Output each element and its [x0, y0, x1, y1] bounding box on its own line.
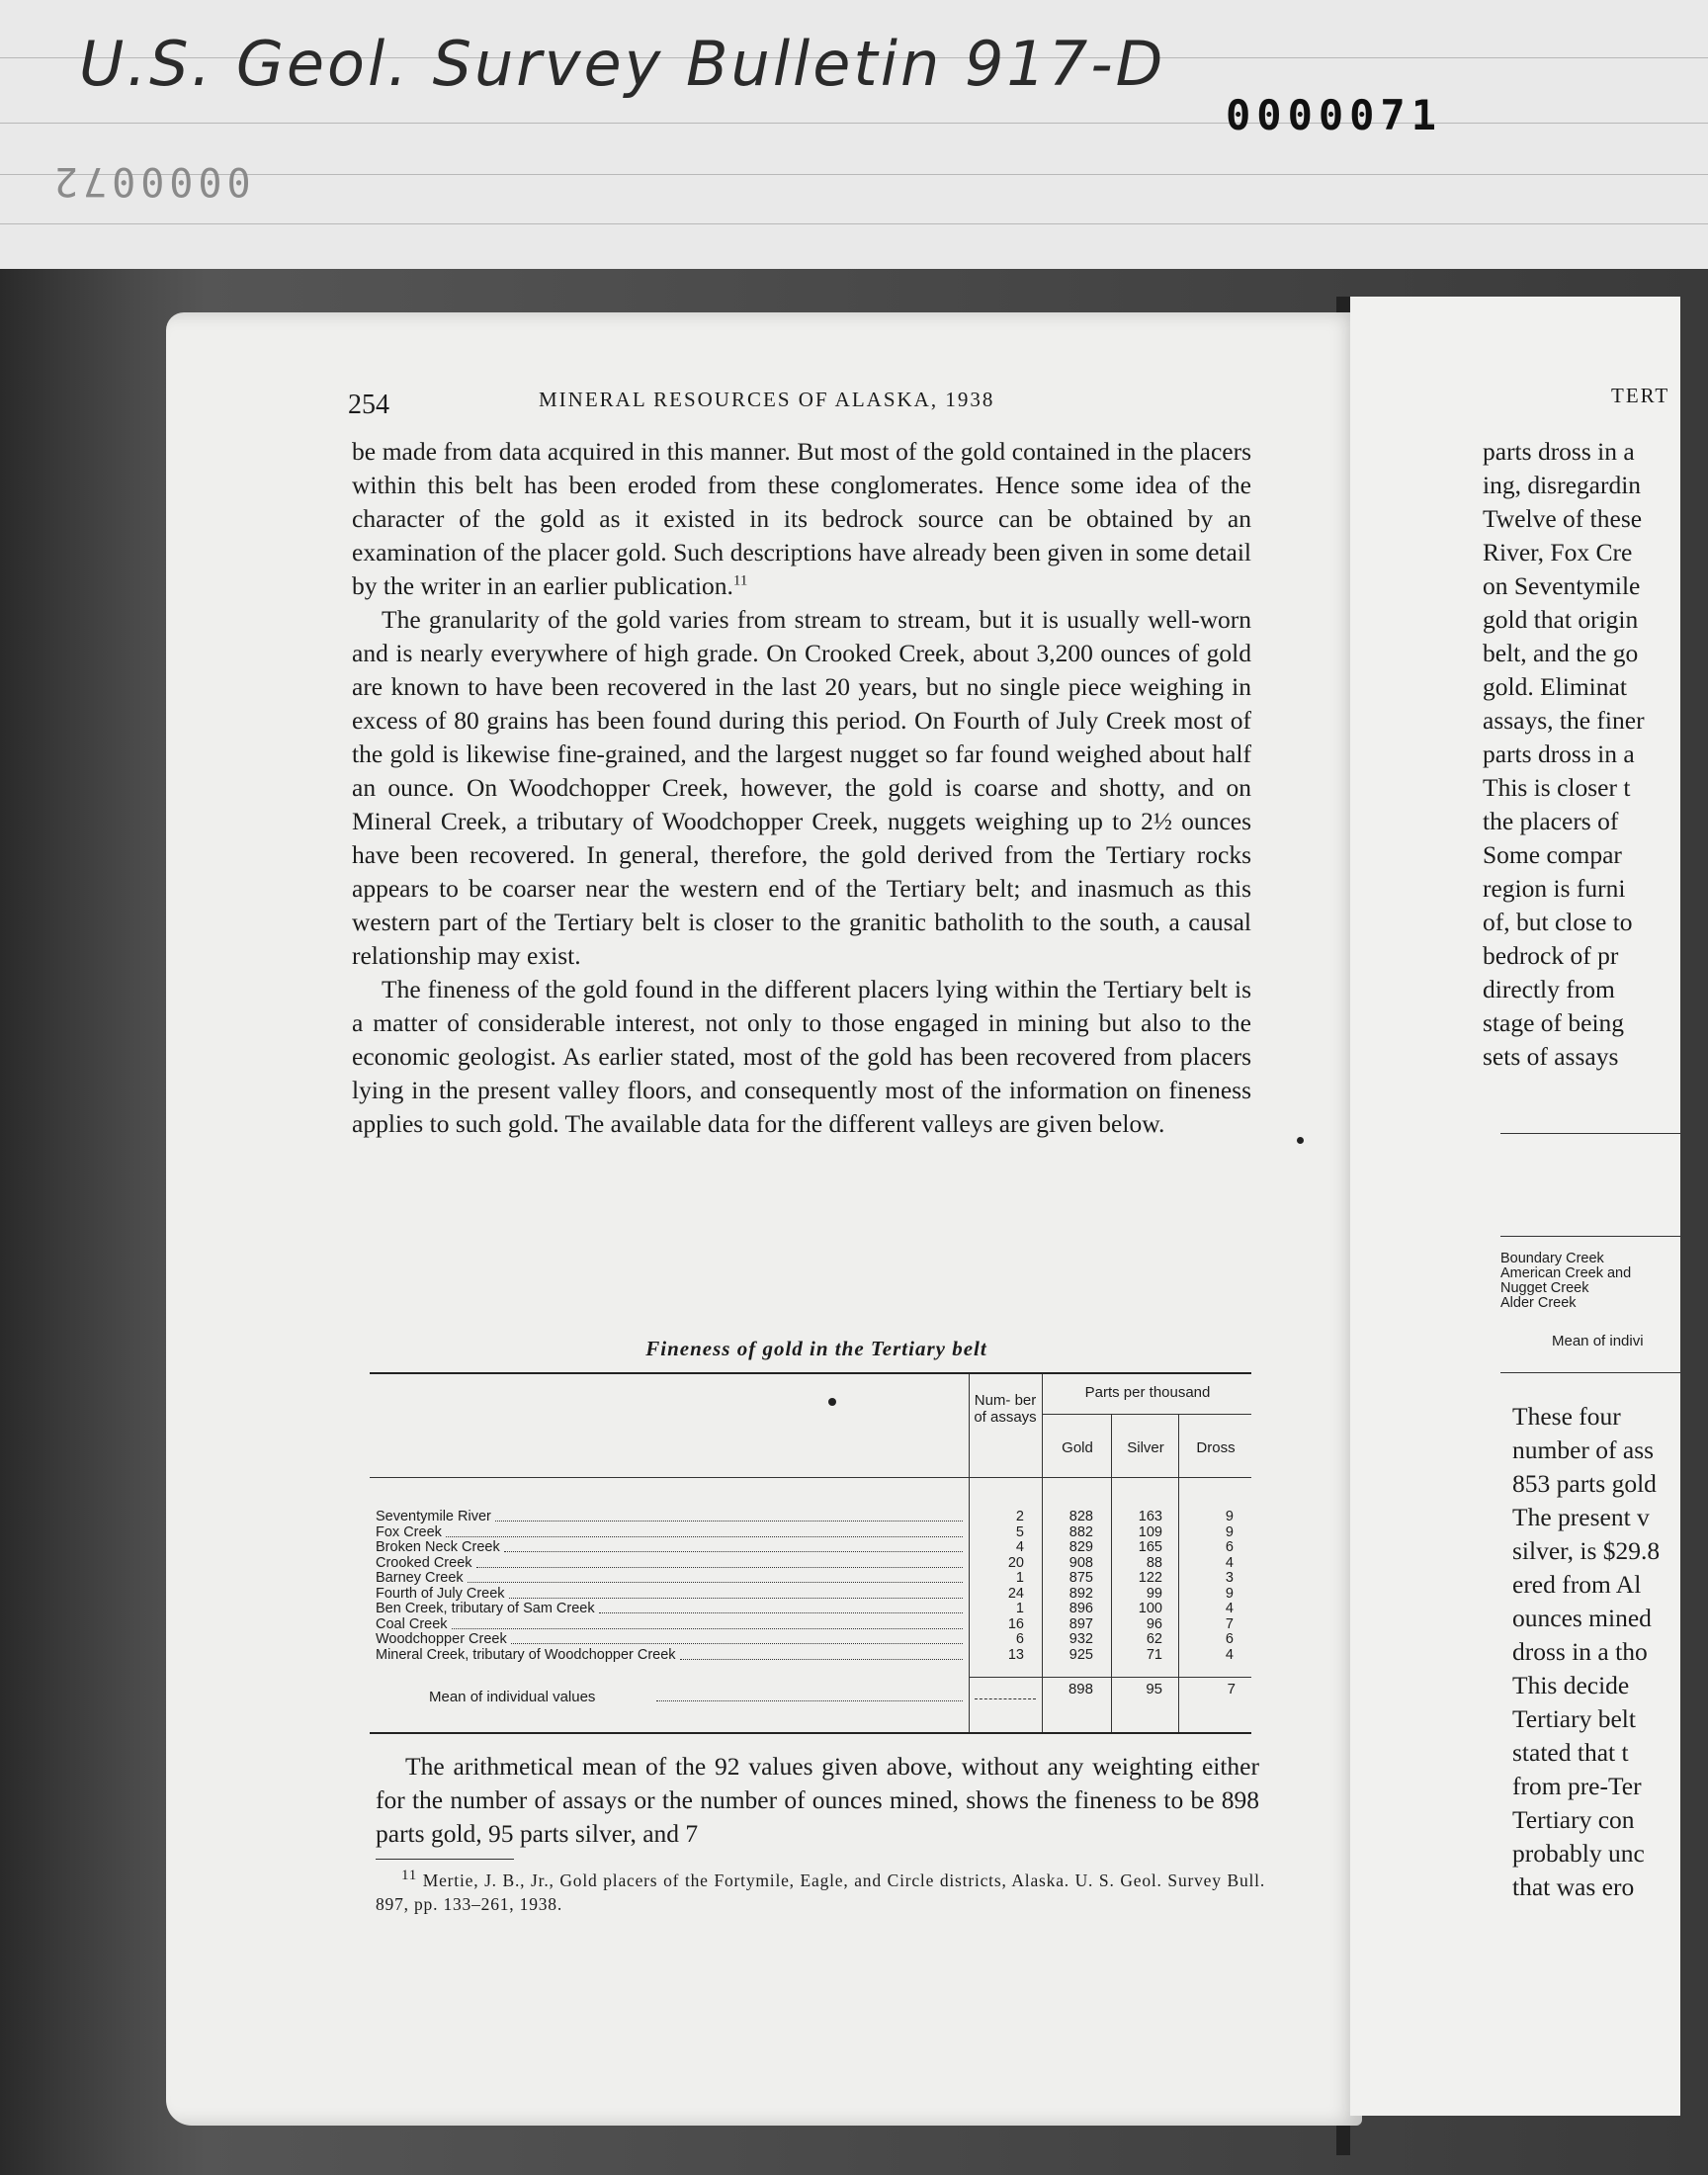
cell-dross: 4: [1225, 1554, 1234, 1571]
cell-gold: 828: [1068, 1509, 1093, 1524]
leader-dots: [495, 1521, 963, 1522]
right-table-rule: [1500, 1236, 1680, 1237]
cell-assays: 1: [1015, 1570, 1024, 1586]
right-text-line: These four: [1512, 1402, 1621, 1431]
cell-dross: 7: [1225, 1615, 1234, 1632]
right-table-rule: [1500, 1372, 1680, 1373]
cell-gold: 908: [1068, 1554, 1093, 1571]
column-header-dross: Dross: [1196, 1439, 1236, 1456]
leader-dots: [468, 1582, 963, 1583]
right-text-line: directly from: [1483, 975, 1615, 1003]
table-row: [370, 1616, 1251, 1632]
footnote-text: Mertie, J. B., Jr., Gold placers of the Fortymile, Eagle, and Circle districts, Alaska. U. S. Geol. Survey Bull. 897, pp. 133–261, 1938.: [376, 1870, 1265, 1914]
right-text-line: of, but close to: [1483, 908, 1633, 936]
footnote: [376, 1869, 1265, 1916]
cell-gold: 875: [1068, 1570, 1093, 1586]
leader-dots: [509, 1598, 963, 1599]
cell-dross: 9: [1225, 1509, 1234, 1524]
row-name: Ben Creek, tributary of Sam Creek: [376, 1601, 595, 1616]
mean-label: Mean of individual values: [429, 1689, 596, 1705]
leader-dots: [504, 1551, 963, 1552]
fineness-table: [370, 1372, 1251, 1734]
right-table-row: American Creek and: [1500, 1265, 1632, 1281]
mean-silver: 95: [1146, 1681, 1162, 1697]
row-name: Barney Creek: [376, 1570, 464, 1586]
right-table-row: Alder Creek: [1500, 1295, 1577, 1311]
table-row: [370, 1539, 1251, 1555]
cell-assays: 16: [1007, 1615, 1024, 1632]
cell-gold: 882: [1068, 1523, 1093, 1540]
ink-speck: [1297, 1137, 1304, 1144]
faded-stamp-number: 0000072: [49, 158, 251, 204]
row-name: Fourth of July Creek: [376, 1585, 505, 1602]
paragraph-3: The fineness of the gold found in the different placers lying within the Tertiary belt is a matter of considerable interest, not only to those engaged in mining but also to the economic geologist. As earlier stated, most of the gold has been recovered from placers lying in the present valley floors, and consequently most of the information on fineness applies to such gold. The available data for the different valleys are given below.: [352, 975, 1251, 1138]
cell-silver: 62: [1146, 1631, 1162, 1647]
cell-silver: 165: [1138, 1539, 1162, 1555]
cell-dross: 4: [1225, 1601, 1234, 1616]
paragraph-4: The arithmetical mean of the 92 values given above, without any weighting either for the number of assays or the number of ounces mined, shows the fineness to be 898 parts gold, 95 parts silver, and 7: [376, 1752, 1259, 1848]
right-text-line: Twelve of these: [1483, 504, 1643, 533]
cell-dross: 6: [1225, 1539, 1234, 1555]
right-running-head: TERT: [1611, 384, 1670, 407]
leader-dots: [476, 1567, 963, 1568]
footnote-rule: [376, 1859, 514, 1860]
column-header-gold: Gold: [1062, 1439, 1093, 1456]
mean-assays-dashes: [975, 1685, 1036, 1699]
table-row: [370, 1524, 1251, 1540]
cell-assays: 20: [1007, 1554, 1024, 1571]
cell-silver: 71: [1146, 1646, 1162, 1663]
cell-assays: 2: [1015, 1509, 1024, 1524]
right-table-mean: Mean of indivi: [1552, 1333, 1644, 1349]
right-text-line: 853 parts gold: [1512, 1469, 1657, 1498]
right-table-rows: [1500, 1252, 1631, 1311]
right-table-rule: [1500, 1133, 1680, 1134]
row-name: Mineral Creek, tributary of Woodchopper Creek: [376, 1646, 676, 1663]
table-row: [370, 1509, 1251, 1524]
right-text-line: River, Fox Cre: [1483, 538, 1633, 566]
cell-silver: 109: [1138, 1523, 1162, 1540]
leader-dots: [680, 1659, 963, 1660]
mean-dots: [370, 1689, 969, 1704]
table-row: [370, 1555, 1251, 1571]
cell-dross: 4: [1225, 1646, 1234, 1663]
leader-dots: [599, 1612, 963, 1613]
cell-assays: 13: [1007, 1646, 1024, 1663]
text-after-table: [376, 1750, 1259, 1851]
table-row: [370, 1647, 1251, 1663]
right-text-line: The present v: [1512, 1503, 1650, 1531]
cell-assays: 5: [1015, 1523, 1024, 1540]
right-text-line: dross in a tho: [1512, 1637, 1648, 1666]
right-text-line: region is furni: [1483, 874, 1626, 903]
row-name: Seventymile River: [376, 1509, 491, 1524]
cell-assays: 1: [1015, 1601, 1024, 1616]
ink-speck: [828, 1398, 836, 1406]
column-header-silver: Silver: [1127, 1439, 1164, 1456]
cell-silver: 163: [1138, 1509, 1162, 1524]
paragraph-2: The granularity of the gold varies from stream to stream, but it is usually well-worn and is nearly everywhere of high grade. On Crooked Creek, about 3,200 ounces of gold are known to have been recovered in the last 20 years, but no single piece weighing in excess of 80 grains has been found during this period. On Fourth of July Creek most of the gold is likewise fine-grained, and the largest nugget so far found weighed about half an ounce. On Woodchopper Creek, however, the gold is coarse and shotty, and on Mineral Creek, a tributary of Woodchopper Creek, nuggets weighing up to 2½ ounces have been recovered. In general, therefore, the gold derived from the Tertiary rocks appears to be coarser near the western end of the Tertiary belt; and inasmuch as this western part of the Tertiary belt is closer to the granitic batholith to the south, a causal relationship may exist.: [352, 605, 1251, 970]
cell-silver: 122: [1138, 1570, 1162, 1586]
right-text-line: stage of being: [1483, 1008, 1625, 1037]
cell-dross: 3: [1225, 1570, 1234, 1586]
right-text-line: stated that t: [1512, 1738, 1629, 1767]
right-text-line: ing, disregardin: [1483, 471, 1642, 499]
right-text-line: probably unc: [1512, 1839, 1645, 1868]
cell-dross: 9: [1225, 1585, 1234, 1602]
leader-dots: [446, 1536, 963, 1537]
cell-assays: 24: [1007, 1585, 1024, 1602]
mean-dross: 7: [1227, 1681, 1236, 1697]
leader-dots: [511, 1643, 963, 1644]
paragraph-1: be made from data acquired in this manner. But most of the gold contained in the placers within this belt has been eroded from these conglomerates. Hence some idea of the character of the gold as it existed in its bedrock source can be obtained by an examination of the placer gold. Such descriptions have already been given in some detail by the writer in an earlier publication.$^{11}$: [352, 437, 1251, 600]
right-text-line: This is closer t: [1483, 773, 1631, 802]
cell-gold: 925: [1068, 1646, 1093, 1663]
body-text: [352, 435, 1251, 1141]
cell-dross: 9: [1225, 1523, 1234, 1540]
cell-silver: 88: [1146, 1554, 1162, 1571]
right-text-line: silver, is $29.8: [1512, 1536, 1661, 1565]
cell-silver: 100: [1138, 1601, 1162, 1616]
row-name: Woodchopper Creek: [376, 1631, 507, 1647]
cell-silver: 96: [1146, 1615, 1162, 1632]
table-title: Fineness of gold in the Tertiary belt: [645, 1337, 987, 1360]
right-text-line: the placers of: [1483, 807, 1619, 835]
cell-gold: 896: [1068, 1601, 1093, 1616]
right-table-row: Nugget Creek: [1500, 1280, 1589, 1296]
right-table-row: Boundary Creek: [1500, 1251, 1604, 1266]
right-text-line: ounces mined: [1512, 1604, 1652, 1632]
right-book-page: [1350, 297, 1680, 2116]
right-text-line: that was ero: [1512, 1872, 1635, 1901]
handwritten-header: [0, 0, 1708, 297]
cell-gold: 932: [1068, 1631, 1093, 1647]
right-text-line: Some compar: [1483, 840, 1622, 869]
cell-silver: 99: [1146, 1585, 1162, 1602]
table-row: [370, 1601, 1251, 1616]
cell-gold: 829: [1068, 1539, 1093, 1555]
right-text-line: belt, and the go: [1483, 639, 1639, 667]
cell-assays: 6: [1015, 1631, 1024, 1647]
right-text-column: [1483, 435, 1680, 1074]
right-text-line: from pre-Ter: [1512, 1772, 1642, 1800]
cell-dross: 6: [1225, 1631, 1234, 1647]
right-text-line: sets of assays: [1483, 1042, 1619, 1071]
leader-dots: [452, 1628, 963, 1629]
mean-gold: 898: [1068, 1681, 1093, 1697]
cell-gold: 897: [1068, 1615, 1093, 1632]
column-header-assays: Num- ber of assays: [974, 1392, 1037, 1426]
column-header-parts-per-thousand: Parts per thousand: [1084, 1384, 1211, 1401]
page-number: 254: [348, 390, 389, 420]
right-text-line: on Seventymile: [1483, 571, 1641, 600]
right-text-line: Tertiary con: [1512, 1805, 1635, 1834]
running-head: MINERAL RESOURCES OF ALASKA, 1938: [539, 388, 995, 411]
footnote-reference: 11: [732, 572, 748, 589]
right-text-line: parts dross in a: [1483, 740, 1635, 768]
row-name: Crooked Creek: [376, 1554, 472, 1571]
table-row: [370, 1631, 1251, 1647]
right-text-line: bedrock of pr: [1483, 941, 1619, 970]
right-text-line: gold. Eliminat: [1483, 672, 1627, 701]
table-row: [370, 1570, 1251, 1586]
row-name: Fox Creek: [376, 1523, 442, 1540]
footnote-number: 11: [401, 1868, 418, 1884]
document-stamp-number: 0000071: [1226, 91, 1443, 139]
right-text-line: number of ass: [1512, 1436, 1655, 1464]
table-row: [370, 1586, 1251, 1602]
right-text-line: This decide: [1512, 1671, 1630, 1699]
right-text-line: Tertiary belt: [1512, 1704, 1636, 1733]
cell-assays: 4: [1015, 1539, 1024, 1555]
right-text-line: assays, the finer: [1483, 706, 1645, 735]
right-text-line: parts dross in a: [1483, 437, 1635, 466]
right-text-line: ered from Al: [1512, 1570, 1642, 1599]
row-name: Broken Neck Creek: [376, 1539, 500, 1555]
right-text-line: gold that origin: [1483, 605, 1639, 634]
handwritten-citation: U.S. Geol. Survey Bulletin 917-D: [79, 28, 1166, 100]
right-text-column-lower: [1512, 1400, 1680, 1904]
cell-gold: 892: [1068, 1585, 1093, 1602]
row-name: Coal Creek: [376, 1615, 448, 1632]
